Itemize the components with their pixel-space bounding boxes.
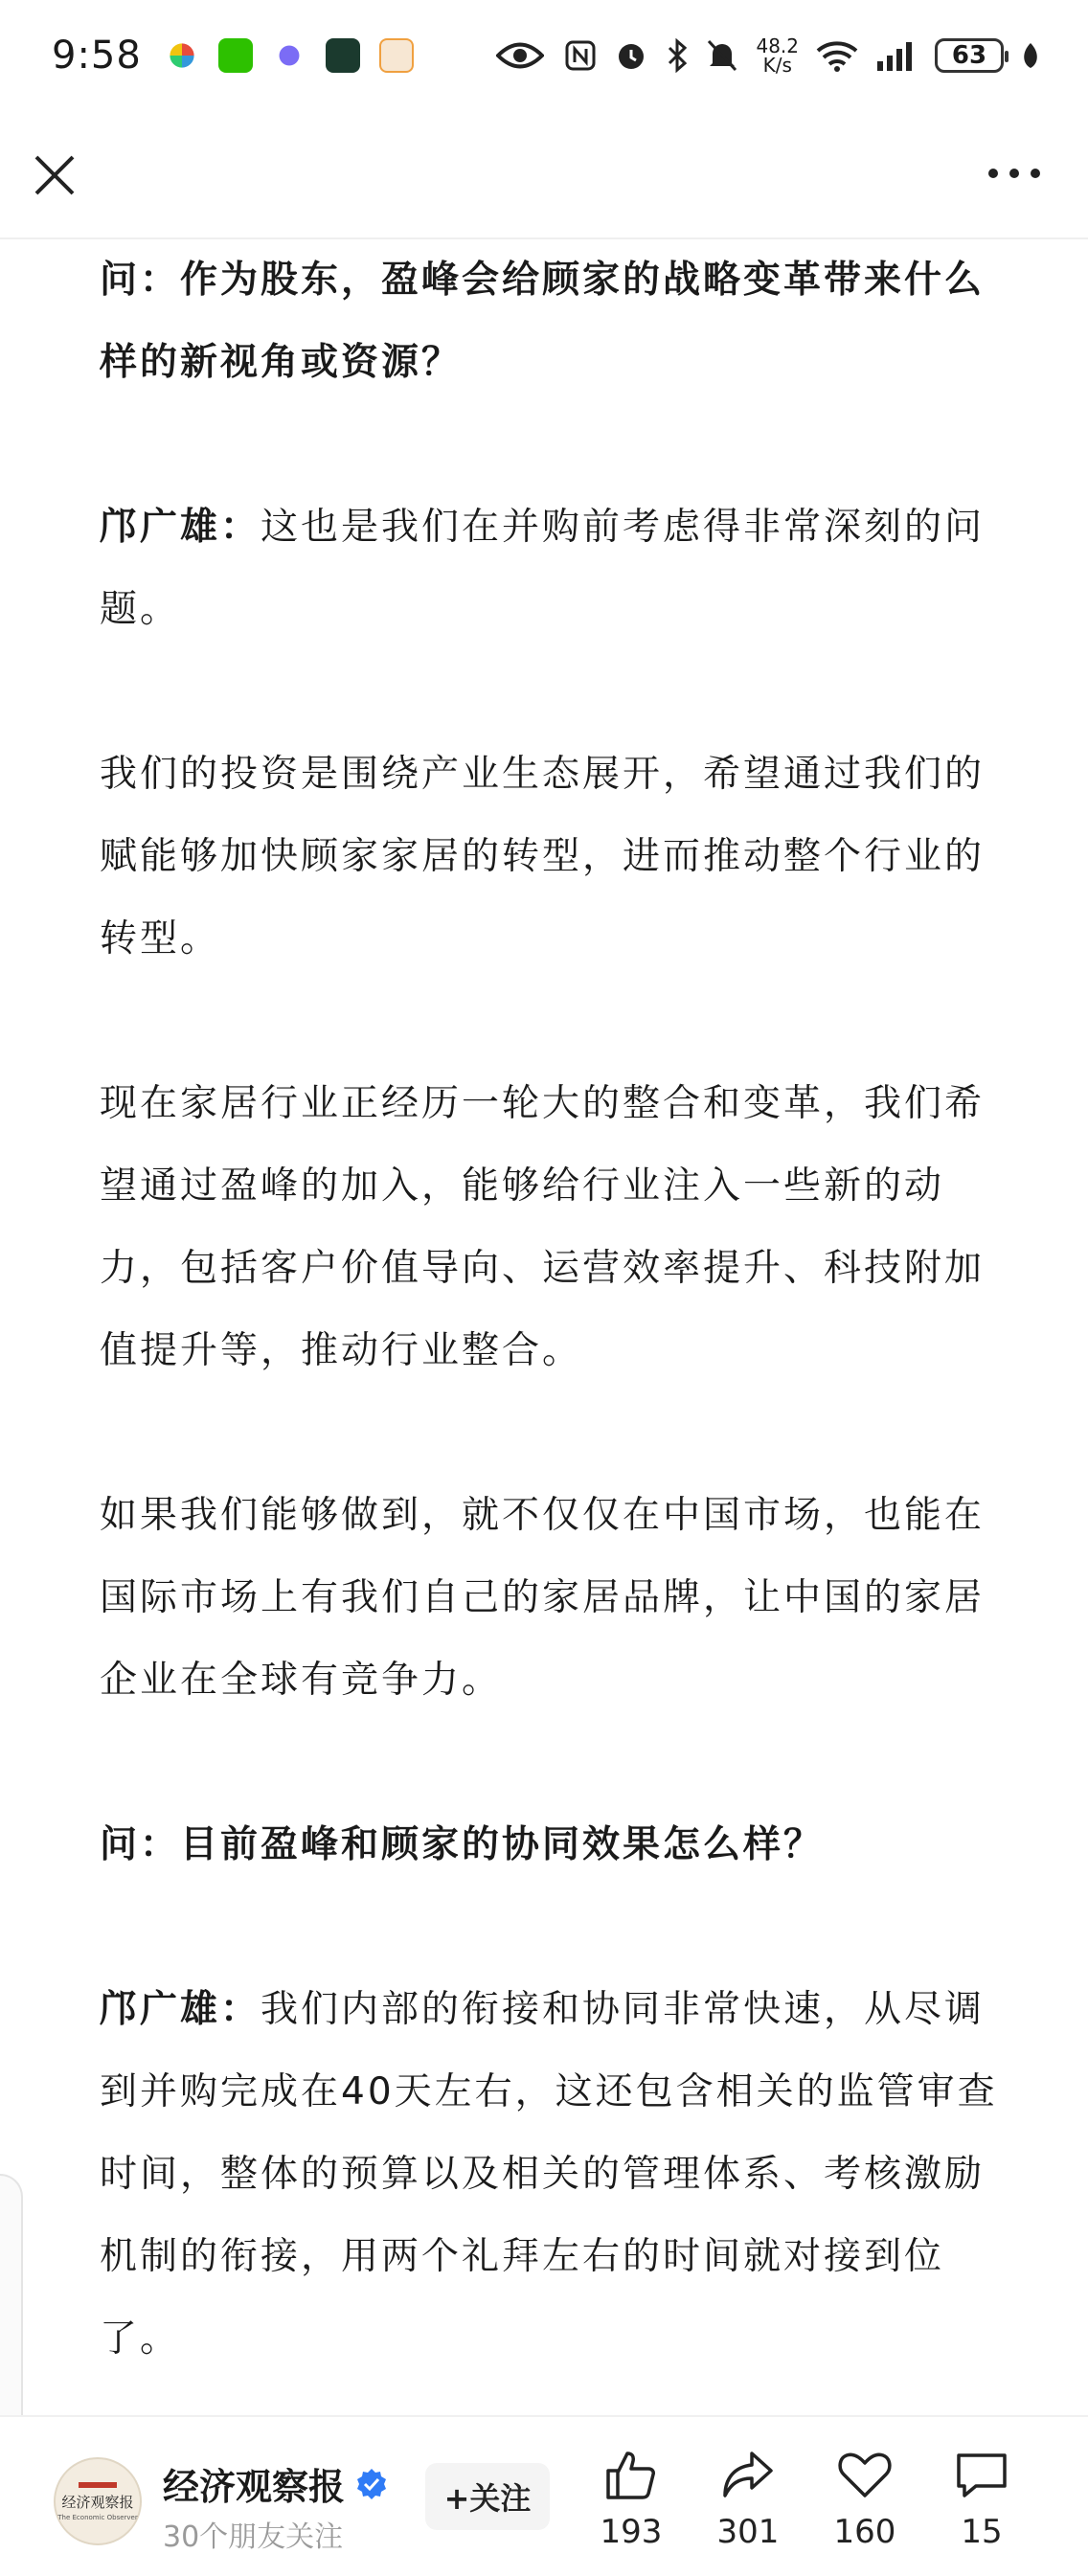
wechat-icon [218,38,253,73]
app-notification-icon [379,38,414,73]
answer-paragraph: 邝广雄：这也是我们在并购前考虑得非常深刻的问题。 [100,506,986,631]
like-button[interactable] [578,2446,684,2551]
share-button[interactable] [695,2446,801,2551]
nav-bar [0,111,1088,239]
bottom-action-bar [0,2415,1088,2576]
nfc-icon [564,39,597,72]
favorite-button[interactable] [812,2446,918,2551]
followers-count: 30个朋友关注 [163,2520,344,2554]
heart-icon [836,2446,894,2503]
close-icon[interactable] [33,153,77,197]
app-notification-icon [272,38,306,73]
network-speed: 48.2 K/s [756,34,799,77]
body-paragraph: 如果我们能够做到，就不仅仅在中国市场，也能在国际市场上有我们自己的家居品牌，让中国的家居企业在全球有竞争力。 [100,1494,986,1702]
article-body [100,239,1000,2463]
source-avatar[interactable]: 经济观察报 The Economic Observer [54,2457,142,2545]
verified-icon [354,2467,389,2501]
answer-paragraph: 邝广雄：我们内部的衔接和协同非常快速，从尽调到并购完成在40天左右，这还包含相关的监管审查时间，整体的预算以及相关的管理体系、考核激励机制的衔接，用两个礼拜左右的时间就对接到位了。 [100,1988,998,2361]
notification-icons [165,38,414,73]
app-notification-icon [326,38,360,73]
alarm-icon [614,38,648,73]
comment-count: 15 [961,2513,1003,2551]
status-time: 9:58 [52,34,142,78]
speaker-label: 邝广雄： [100,1988,261,2031]
follow-button[interactable]: +关注 [425,2463,550,2530]
signal-icon [875,40,918,71]
leaf-icon [1021,41,1040,70]
more-options-icon[interactable] [988,169,1040,178]
share-count: 301 [716,2513,780,2551]
comment-icon [953,2446,1010,2503]
thumbs-up-icon [602,2446,660,2503]
favorite-count: 160 [833,2513,896,2551]
battery-indicator: 63 [935,38,1004,73]
question-paragraph: 问：作为股东，盈峰会给顾家的战略变革带来什么样的新视角或资源？ [100,259,986,384]
eye-icon [496,41,544,70]
question-paragraph: 问：目前盈峰和顾家的协同效果怎么样？ [100,1823,825,1866]
body-paragraph: 现在家居行业正经历一轮大的整合和变革，我们希望通过盈峰的加入，能够给行业注入一些新的动力，包括客户价值导向、运营效率提升、科技附加值提升等，推动行业整合。 [100,1082,986,1372]
source-name[interactable]: 经济观察报 [163,2457,389,2510]
app-notification-icon [170,43,193,67]
mute-icon [706,38,738,73]
status-bar [0,0,1088,111]
speaker-label: 邝广雄： [100,506,261,549]
like-count: 193 [600,2513,663,2551]
share-icon [719,2446,777,2503]
wifi-icon [816,39,858,72]
bluetooth-icon [666,38,689,73]
body-paragraph: 我们的投资是围绕产业生态展开，希望通过我们的赋能够加快顾家家居的转型，进而推动整个行业的转型。 [100,753,986,960]
comment-button[interactable] [929,2446,1034,2551]
